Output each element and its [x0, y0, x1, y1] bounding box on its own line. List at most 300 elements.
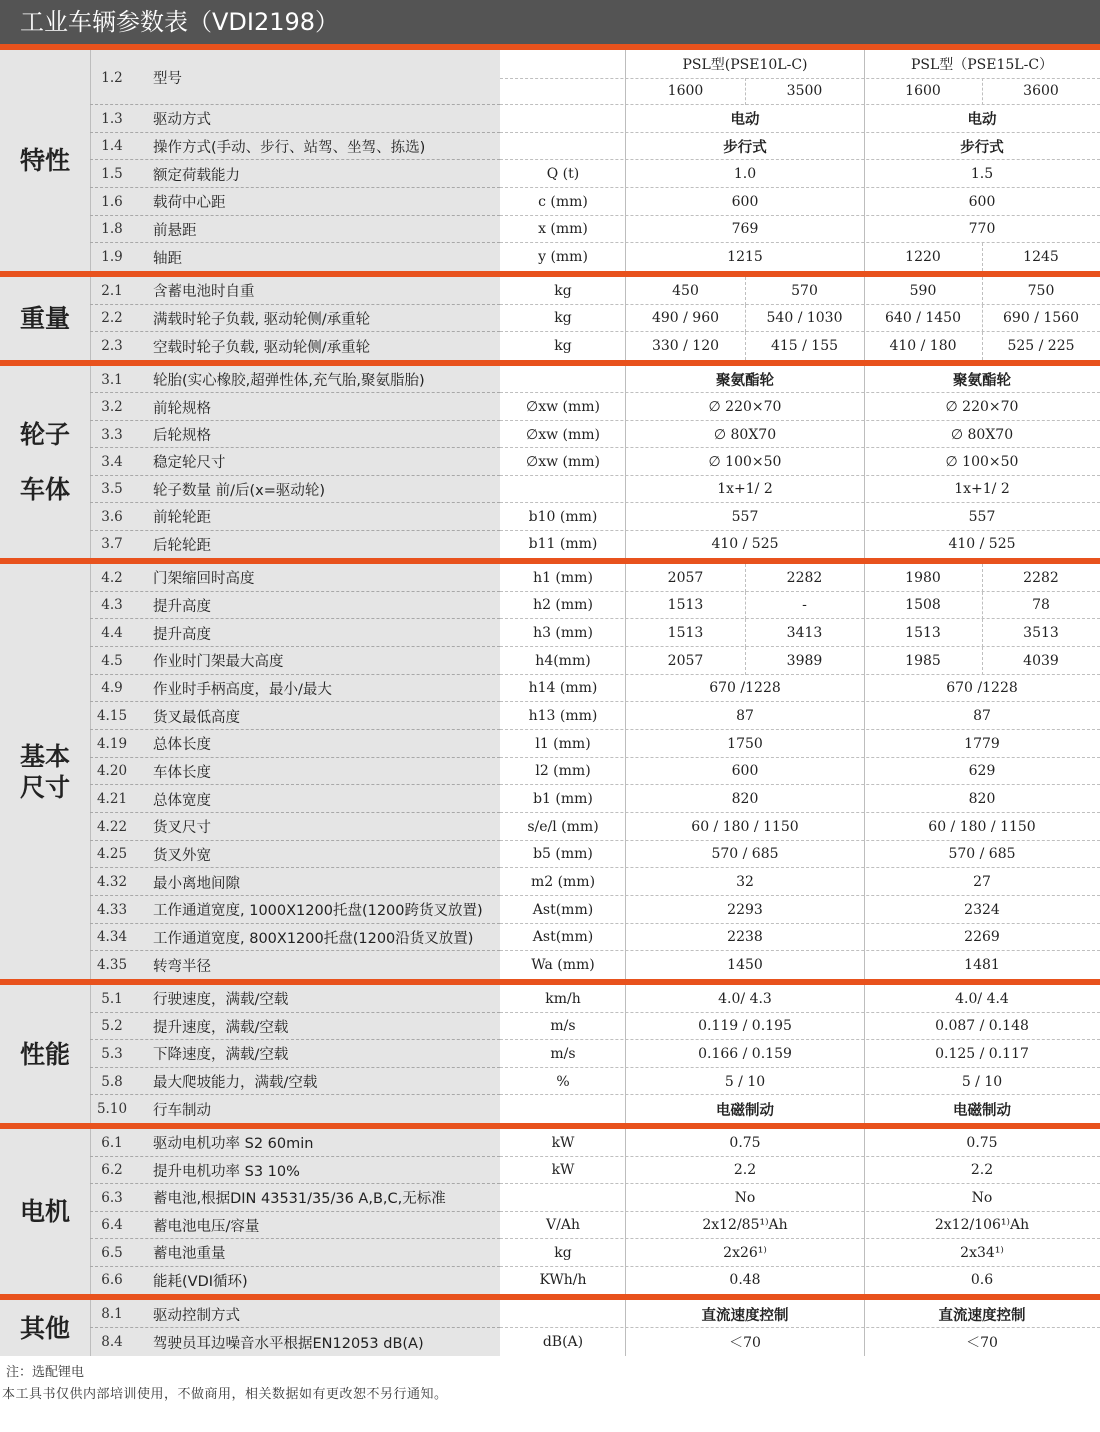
row-label: 型号: [153, 71, 182, 87]
table-row: [0, 105, 1100, 133]
value-model-a: 820: [731, 791, 759, 808]
table-row: [0, 503, 1100, 530]
table-row: [0, 476, 1100, 503]
row-number: 1.2: [101, 69, 123, 86]
row-number: 5.8: [101, 1073, 123, 1090]
column-split: [982, 305, 983, 333]
table-row: [0, 841, 1100, 869]
row-label: 前悬距: [153, 222, 197, 239]
table-row: [0, 332, 1100, 360]
row-unit: Ast(mm): [532, 929, 594, 946]
row-unit: ∅xw (mm): [526, 399, 600, 416]
table-row: [0, 592, 1100, 620]
value-model-b: 0.087 / 0.148: [935, 1018, 1029, 1035]
row-unit: ∅xw (mm): [526, 426, 600, 443]
row-unit: kg: [554, 282, 572, 299]
table-row: [0, 421, 1100, 448]
value-model-a: 557: [731, 508, 759, 525]
row-number: 6.6: [101, 1272, 123, 1289]
value-model-a: 1.0: [733, 166, 757, 183]
row-unit: km/h: [545, 990, 581, 1007]
row-label: 货叉最低高度: [153, 709, 240, 726]
row-number: 8.1: [101, 1306, 123, 1322]
table-row: [0, 1129, 1100, 1157]
column-split: [745, 305, 746, 333]
value-model-a: 5 / 10: [724, 1073, 766, 1090]
row-label: 车体长度: [153, 764, 211, 781]
value-model-a: 0.166 / 0.159: [698, 1045, 792, 1062]
value-model-a: 2293: [727, 901, 763, 918]
row-label: 能耗(VDI循环): [153, 1273, 248, 1290]
value-model-a: 步行式: [723, 139, 767, 156]
row-label: 作业时手柄高度，最小/最大: [153, 681, 332, 698]
row-number: 1.9: [101, 249, 123, 266]
value-model-b-2: 2282: [1023, 569, 1059, 586]
column-split: [745, 564, 746, 592]
row-number: 6.4: [101, 1217, 123, 1234]
value-model-a: 670 /1228: [709, 680, 781, 697]
row-unit: kg: [554, 338, 572, 355]
table-row: [0, 188, 1100, 216]
row-number: 4.2: [101, 569, 123, 586]
section-label-line1: 电机: [19, 1197, 70, 1226]
row-unit: %: [556, 1073, 570, 1090]
row-label: 驱动方式: [153, 112, 211, 129]
table-row: [0, 448, 1100, 475]
value-model-b-2: 750: [1027, 282, 1055, 299]
row-unit: h1 (mm): [533, 569, 593, 586]
model-name-a: PSL型(PSE10L-C): [682, 56, 808, 73]
row-unit: l2 (mm): [535, 763, 591, 780]
value-model-a-2: 3413: [786, 625, 823, 642]
row-unit: kW: [551, 1134, 575, 1151]
row-label: 最小离地间隙: [153, 875, 240, 892]
row-number: 3.3: [101, 426, 123, 443]
value-model-a-2: -: [802, 597, 807, 614]
value-model-b: 820: [968, 791, 996, 808]
value-model-a-2: 540 / 1030: [766, 310, 843, 327]
row-number: 4.33: [96, 901, 128, 918]
column-split: [982, 564, 983, 592]
table-row: [0, 216, 1100, 244]
column-split: [982, 277, 983, 305]
row-label: 提升电机功率 S3 10%: [153, 1163, 300, 1180]
row-unit: dB(A): [542, 1334, 584, 1350]
value-model-b-2: 525 / 225: [1007, 338, 1075, 355]
table-row: [0, 985, 1100, 1013]
row-number: 1.4: [101, 138, 123, 155]
value-model-b: 2269: [964, 929, 1000, 946]
row-label: 操作方式(手动、步行、站驾、坐驾、拣选): [153, 139, 426, 156]
row-label: 驾驶员耳边噪音水平根据EN12053 dB(A): [153, 1335, 424, 1352]
row-unit: kW: [551, 1162, 575, 1179]
value-model-b-1: 1980: [905, 569, 941, 586]
value-model-a: No: [734, 1189, 756, 1206]
value-model-a: ∅ 220×70: [708, 399, 782, 416]
column-split: [982, 619, 983, 647]
row-unit: x (mm): [538, 221, 588, 238]
table-row: [0, 160, 1100, 188]
value-model-b: 670 /1228: [946, 680, 1018, 697]
row-label: 空载时轮子负载, 驱动轮侧/承重轮: [153, 339, 371, 356]
row-unit: V/Ah: [546, 1217, 580, 1234]
value-model-b-1: 1220: [905, 249, 941, 266]
value-model-b: ＜70: [966, 1335, 998, 1351]
row-label: 轴距: [153, 250, 182, 267]
row-number: 2.1: [101, 282, 123, 299]
section-s5: [0, 985, 1100, 1123]
value-model-b: 5 / 10: [961, 1073, 1003, 1090]
row-unit: s/e/l (mm): [527, 818, 599, 835]
value-model-a-1: 1513: [667, 625, 704, 642]
row-number: 4.21: [96, 791, 128, 808]
column-split: [982, 592, 983, 620]
section-s3: [0, 366, 1100, 558]
section-s2: [0, 277, 1100, 360]
row-unit: ∅xw (mm): [526, 453, 600, 470]
row-number: 1.5: [101, 166, 123, 183]
row-label: 最大爬坡能力，满载/空载: [153, 1075, 318, 1092]
row-label: 工作通道宽度, 1000X1200托盘(1200跨货叉放置): [153, 903, 483, 920]
value-model-b: 电动: [967, 112, 997, 129]
table-row: [0, 564, 1100, 592]
table-row: [0, 366, 1100, 393]
value-model-b-2: 3513: [1023, 625, 1059, 642]
value-model-a-1: 330 / 120: [651, 338, 720, 355]
row-number: 3.7: [101, 536, 123, 553]
value-model-a: 0.75: [729, 1134, 761, 1151]
value-model-b: 4.0/ 4.4: [955, 990, 1009, 1007]
mast-height-b2: 3600: [1023, 83, 1059, 100]
column-split: [745, 332, 746, 360]
section-s4: [0, 564, 1100, 979]
value-model-b: 600: [968, 193, 996, 210]
row-label: 稳定轮尺寸: [153, 455, 226, 472]
column-split: [745, 78, 746, 106]
table-row: [0, 1212, 1100, 1240]
section-label-line1: 基本: [19, 741, 70, 771]
row-label: 行驶速度，满载/空载: [153, 992, 289, 1009]
value-model-a: 600: [731, 763, 759, 780]
row-number: 3.2: [101, 399, 123, 416]
value-model-b: ∅ 220×70: [945, 399, 1019, 416]
table-row: [0, 619, 1100, 647]
table-row: [0, 133, 1100, 161]
row-unit: b1 (mm): [533, 791, 593, 808]
value-model-a-2: 2282: [786, 569, 823, 586]
table-row: [0, 924, 1100, 952]
column-split: [745, 592, 746, 620]
row-number: 1.8: [101, 221, 123, 238]
section-label-line2: 车体: [19, 475, 70, 504]
value-model-b: 410 / 525: [948, 536, 1016, 553]
row-number: 6.1: [101, 1134, 123, 1151]
table-row: [0, 1040, 1100, 1068]
row-unit: Ast(mm): [532, 901, 594, 918]
value-model-b: 步行式: [960, 139, 1004, 156]
row-unit: Q (t): [546, 166, 580, 183]
row-number: 3.6: [101, 508, 123, 525]
row-label: 行车制动: [153, 1102, 211, 1119]
row-label: 货叉尺寸: [153, 820, 211, 837]
value-model-a-1: 450: [672, 282, 699, 299]
row-number: 4.5: [101, 652, 123, 669]
row-unit: m2 (mm): [530, 874, 596, 891]
row-label: 下降速度，满载/空载: [153, 1047, 289, 1064]
value-model-a: 1x+1/ 2: [717, 481, 773, 498]
value-model-a-2: 415 / 155: [770, 338, 839, 355]
value-model-b-2: 1245: [1023, 249, 1059, 266]
row-number: 4.22: [96, 818, 128, 835]
value-model-a: 1750: [727, 735, 763, 752]
row-label: 前轮规格: [153, 400, 211, 417]
value-model-b-1: 590: [909, 282, 937, 299]
row-unit: m/s: [550, 1018, 576, 1035]
column-split: [745, 647, 746, 675]
row-label: 提升高度: [153, 626, 211, 643]
mast-height-a2: 3500: [786, 83, 823, 100]
row-unit: [501, 1095, 625, 1123]
table-row-model: [0, 50, 1100, 105]
table-row: [0, 1239, 1100, 1267]
value-model-b: ∅ 80X70: [950, 426, 1014, 443]
value-model-a: ∅ 100×50: [708, 453, 782, 470]
row-unit: c (mm): [538, 193, 588, 210]
value-model-b: 直流速度控制: [938, 1307, 1026, 1324]
row-label: 提升速度，满载/空载: [153, 1019, 289, 1036]
row-number: 5.1: [101, 990, 123, 1007]
column-split: [982, 332, 983, 360]
row-label: 驱动控制方式: [153, 1307, 240, 1324]
value-model-a-2: 570: [791, 282, 818, 299]
row-unit: [501, 1184, 625, 1212]
section-label-line1: 重量: [19, 304, 70, 333]
row-number: 4.32: [96, 874, 128, 891]
value-model-a: ∅ 80X70: [713, 426, 777, 443]
table-row: [0, 702, 1100, 730]
value-model-b: 1779: [964, 735, 1000, 752]
table-row: [0, 1300, 1100, 1328]
value-model-a: 电磁制动: [716, 1102, 774, 1119]
row-number: 4.34: [96, 929, 128, 946]
row-label: 轮子数量 前/后(x=驱动轮): [153, 482, 326, 499]
row-label: 作业时门架最大高度: [153, 654, 284, 671]
value-model-a: 600: [731, 193, 759, 210]
mast-height-a1: 1600: [667, 83, 704, 100]
row-number: 3.4: [101, 453, 123, 470]
column-split: [982, 243, 983, 271]
table-row: [0, 868, 1100, 896]
title-bar: [0, 0, 1100, 44]
value-model-b: 87: [973, 708, 991, 725]
value-model-a: 2x12/85¹⁾Ah: [702, 1217, 788, 1234]
column-split: [982, 78, 983, 106]
row-label: 门架缩回时高度: [153, 571, 255, 588]
section-s1: [0, 50, 1100, 271]
table-row: [0, 951, 1100, 979]
row-label: 后轮轮距: [153, 537, 211, 554]
page-title: 工业车辆参数表（VDI2198）: [20, 8, 340, 36]
value-model-b: 2x12/106¹⁾Ah: [934, 1217, 1030, 1234]
row-label: 前轮轮距: [153, 510, 211, 527]
row-unit: [501, 105, 625, 133]
value-model-a: 4.0/ 4.3: [718, 990, 772, 1007]
row-number: 6.3: [101, 1189, 123, 1206]
row-number: 5.2: [101, 1018, 123, 1035]
row-label: 总体宽度: [153, 792, 211, 809]
row-label: 后轮规格: [153, 428, 211, 445]
section-label-line2: 尺寸: [19, 772, 70, 802]
row-number: 2.2: [101, 310, 123, 327]
value-model-a: 570 / 685: [711, 846, 779, 863]
table-row: [0, 1184, 1100, 1212]
value-model-b: ∅ 100×50: [945, 453, 1019, 470]
disclaimer: 本工具书仅供内部培训使用，不做商用，相关数据如有更改恕不另行通知。: [2, 1387, 448, 1402]
value-model-a-2: 3989: [786, 652, 823, 669]
value-model-b: 557: [968, 508, 996, 525]
value-model-a: 769: [731, 221, 759, 238]
row-unit: b10 (mm): [528, 508, 598, 525]
row-number: 2.3: [101, 338, 123, 355]
value-model-a-1: 2057: [667, 569, 704, 586]
row-unit: [501, 476, 625, 503]
table-row: [0, 675, 1100, 703]
table-row: [0, 1013, 1100, 1041]
table-row: [0, 785, 1100, 813]
value-model-b: 629: [968, 763, 996, 780]
section-label-line1: 轮子: [19, 420, 70, 449]
row-label: 工作通道宽度, 800X1200托盘(1200沿货叉放置): [153, 930, 474, 947]
value-model-b-2: 78: [1032, 597, 1050, 614]
row-number: 4.35: [96, 957, 128, 974]
row-label: 载荷中心距: [153, 195, 226, 212]
value-model-b-1: 1985: [905, 652, 941, 669]
row-unit: m/s: [550, 1045, 576, 1062]
row-label: 蓄电池电压/容量: [153, 1218, 260, 1235]
value-model-a: 2x26¹⁾: [723, 1244, 767, 1261]
value-model-b: 0.125 / 0.117: [935, 1045, 1029, 1062]
row-label: 轮胎(实心橡胶,超弹性体,充气胎,聚氨脂胎): [153, 373, 425, 390]
value-model-b: 60 / 180 / 1150: [928, 818, 1036, 835]
value-model-a: 32: [736, 874, 754, 891]
section-s7: [0, 1300, 1100, 1356]
row-unit: b5 (mm): [533, 846, 593, 863]
table-row: [0, 277, 1100, 305]
value-model-a: 87: [736, 708, 754, 725]
row-unit: b11 (mm): [528, 536, 598, 553]
value-model-a-1: 2057: [667, 652, 704, 669]
value-model-a: 聚氨酯轮: [716, 373, 774, 390]
value-model-b: 0.75: [966, 1134, 998, 1151]
value-model-b: 1481: [964, 957, 1000, 974]
table-row: [0, 1157, 1100, 1185]
table-row: [0, 1267, 1100, 1295]
value-model-b: 1x+1/ 2: [954, 481, 1010, 498]
section-label-line1: 性能: [19, 1039, 70, 1069]
row-unit: h2 (mm): [533, 597, 593, 614]
row-number: 4.15: [96, 708, 128, 725]
row-unit: Wa (mm): [531, 957, 595, 974]
column-split: [982, 647, 983, 675]
row-label: 含蓄电池时自重: [153, 284, 255, 301]
value-model-a: 0.119 / 0.195: [698, 1018, 792, 1035]
row-label: 满载时轮子负载, 驱动轮侧/承重轮: [153, 311, 371, 328]
row-number: 4.20: [96, 763, 128, 780]
table-row: [0, 730, 1100, 758]
value-model-b: 电磁制动: [953, 1102, 1011, 1119]
row-label: 提升高度: [153, 598, 211, 615]
row-unit: [501, 1300, 625, 1328]
row-unit: [501, 133, 625, 161]
value-model-b: 2x34¹⁾: [960, 1244, 1004, 1261]
value-model-a: 2238: [727, 929, 763, 946]
value-model-a-1: 490 / 960: [651, 310, 720, 327]
table-row: [0, 531, 1100, 558]
model-name-b: PSL型（PSE15L-C）: [910, 56, 1054, 73]
value-model-a: ＜70: [729, 1335, 761, 1351]
value-model-a: 电动: [730, 112, 760, 129]
table-row: [0, 813, 1100, 841]
value-model-a: 1450: [727, 957, 763, 974]
column-split: [745, 619, 746, 647]
table-row: [0, 1095, 1100, 1123]
row-number: 6.5: [101, 1244, 123, 1261]
value-model-b-2: 690 / 1560: [1003, 310, 1079, 327]
row-number: 3.1: [101, 371, 123, 388]
value-model-b: 2.2: [970, 1162, 994, 1179]
table-row: [0, 647, 1100, 675]
value-model-b-1: 1508: [905, 597, 941, 614]
value-model-a: 2.2: [733, 1162, 757, 1179]
value-model-a-1: 1513: [667, 597, 704, 614]
row-unit: kg: [554, 310, 572, 327]
value-model-b: 聚氨酯轮: [953, 373, 1011, 390]
value-model-b: 570 / 685: [948, 846, 1016, 863]
row-number: 3.5: [101, 481, 123, 498]
row-label: 蓄电池重量: [153, 1246, 226, 1263]
row-number: 6.2: [101, 1162, 123, 1179]
table-row: [0, 1068, 1100, 1096]
value-model-a: 0.48: [729, 1272, 761, 1289]
row-unit: h13 (mm): [528, 708, 598, 725]
row-label: 货叉外宽: [153, 847, 211, 864]
table-row: [0, 1328, 1100, 1356]
value-model-a: 60 / 180 / 1150: [691, 818, 799, 835]
table-row: [0, 758, 1100, 786]
value-model-a: 1215: [727, 249, 763, 266]
value-model-b-1: 1513: [905, 625, 941, 642]
section-label-line1: 其他: [19, 1313, 70, 1343]
row-unit: l1 (mm): [535, 735, 591, 752]
row-unit: KWh/h: [539, 1272, 587, 1289]
row-label: 总体长度: [153, 737, 211, 754]
value-model-a: 410 / 525: [711, 536, 779, 553]
row-unit: kg: [554, 1244, 572, 1261]
row-number: 8.4: [101, 1334, 123, 1350]
row-number: 1.6: [101, 193, 123, 210]
row-number: 1.3: [101, 110, 123, 127]
row-number: 4.25: [96, 846, 128, 863]
row-label: 转弯半径: [153, 958, 211, 975]
value-model-b: No: [971, 1189, 993, 1206]
row-unit: y (mm): [538, 249, 588, 266]
row-number: 4.19: [96, 735, 128, 752]
row-label: 驱动电机功率 S2 60min: [153, 1136, 314, 1153]
value-model-b-1: 410 / 180: [889, 338, 957, 355]
value-model-b-1: 640 / 1450: [885, 310, 961, 327]
footnote: 注：选配锂电: [6, 1365, 85, 1380]
value-model-a: 直流速度控制: [701, 1307, 789, 1324]
